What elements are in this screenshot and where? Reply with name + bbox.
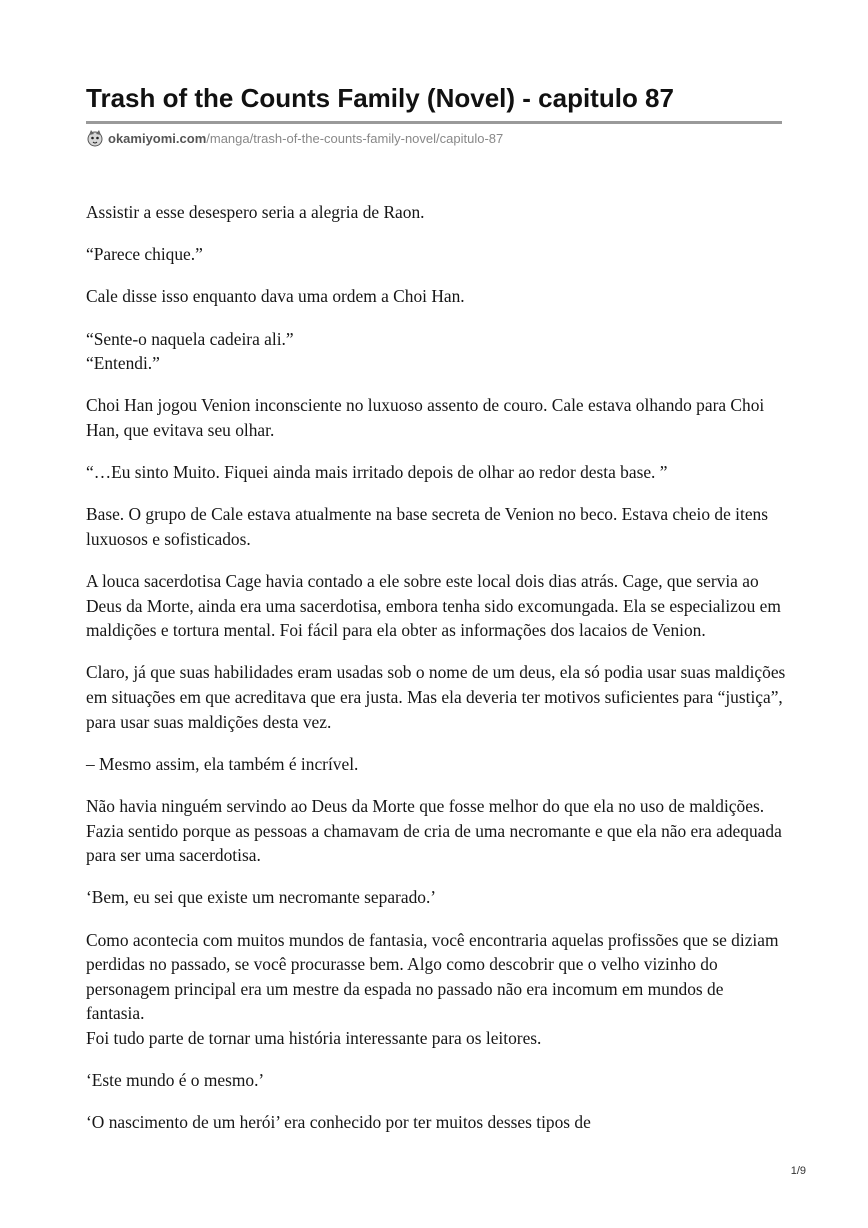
paragraph bbox=[86, 502, 786, 551]
paragraph-line: – Mesmo assim, ela também é incrível. bbox=[86, 753, 359, 774]
paragraph-line: A louca sacerdotisa Cage havia contado a ele sobre este local dois dias atrás. Cage, que servia ao Deus da Morte, ainda era uma sacerdotisa, embora tenha sido excomungada. Ela se especializou em maldições e tortura mental. Foi fácil para ela obter as informações dos lacaios de Venion. bbox=[86, 571, 781, 641]
paragraph bbox=[86, 284, 786, 309]
paragraph bbox=[86, 393, 786, 442]
paragraph bbox=[86, 1110, 786, 1135]
paragraph-line: ‘Este mundo é o mesmo.’ bbox=[86, 1070, 265, 1091]
paragraph bbox=[86, 460, 786, 485]
paragraph-line: ‘O nascimento de um herói’ era conhecido por ter muitos desses tipos de bbox=[86, 1112, 591, 1133]
paragraph bbox=[86, 242, 786, 267]
page-title: Trash of the Counts Family (Novel) - capitulo 87 bbox=[86, 83, 674, 113]
paragraph-line: Claro, já que suas habilidades eram usadas sob o nome de um deus, ela só podia usar suas maldições em situações em que acreditava que era justa. Mas ela deveria ter motivos suficientes para “justiça”, para usar suas maldições desta vez. bbox=[86, 662, 786, 732]
paragraph-line: Cale disse isso enquanto dava uma ordem a Choi Han. bbox=[86, 286, 465, 307]
paragraph-line: Como acontecia com muitos mundos de fantasia, você encontraria aquelas profissões que se diziam perdidas no passado, se você procurasse bem. Algo como descobrir que o velho vizinho do personagem principal era um mestre da espada no passado não era incomum em mundos de fantasia. bbox=[86, 929, 779, 1024]
paragraph-line: Foi tudo parte de tornar uma história interessante para os leitores. bbox=[86, 1027, 542, 1048]
paragraph bbox=[86, 885, 786, 910]
paragraph bbox=[86, 794, 786, 868]
paragraph-line: “Sente-o naquela cadeira ali.” bbox=[86, 328, 294, 349]
paragraph bbox=[86, 928, 786, 1051]
paragraph-line: Choi Han jogou Venion inconsciente no luxuoso assento de couro. Cale estava olhando para Choi Han, que evitava seu olhar. bbox=[86, 395, 765, 440]
source-path: /manga/trash-of-the-counts-family-novel/capitulo-87 bbox=[206, 130, 504, 146]
paragraph bbox=[86, 200, 786, 225]
article-body bbox=[86, 200, 786, 1153]
paragraph-line: Não havia ninguém servindo ao Deus da Morte que fosse melhor do que ela no uso de maldições. Fazia sentido porque as pessoas a chamavam de cria de uma necromante e que ela não era adequada para ser uma sacerdotisa. bbox=[86, 796, 782, 866]
title-divider bbox=[86, 121, 782, 124]
paragraph-line: Assistir a esse desespero seria a alegria de Raon. bbox=[86, 202, 425, 222]
paragraph bbox=[86, 569, 786, 643]
paragraph bbox=[86, 1068, 786, 1093]
paragraph-line: ‘Bem, eu sei que existe um necromante separado.’ bbox=[86, 887, 437, 908]
paragraph bbox=[86, 752, 786, 777]
page-number: 1/9 bbox=[790, 1165, 806, 1177]
source-domain: okamiyomi.com bbox=[108, 130, 207, 146]
paragraph-line: “…Eu sinto Muito. Fiquei ainda mais irritado depois de olhar ao redor desta base. ” bbox=[86, 462, 668, 483]
paragraph-line: “Parece chique.” bbox=[86, 244, 203, 265]
paragraph-line: Base. O grupo de Cale estava atualmente na base secreta de Venion no beco. Estava cheio de itens luxuosos e sofisticados. bbox=[86, 504, 769, 549]
paragraph-line: “Entendi.” bbox=[86, 353, 160, 374]
wolf-logo-icon bbox=[86, 129, 104, 147]
paragraph bbox=[86, 327, 786, 376]
paragraph bbox=[86, 660, 786, 734]
source-url[interactable] bbox=[86, 128, 503, 148]
